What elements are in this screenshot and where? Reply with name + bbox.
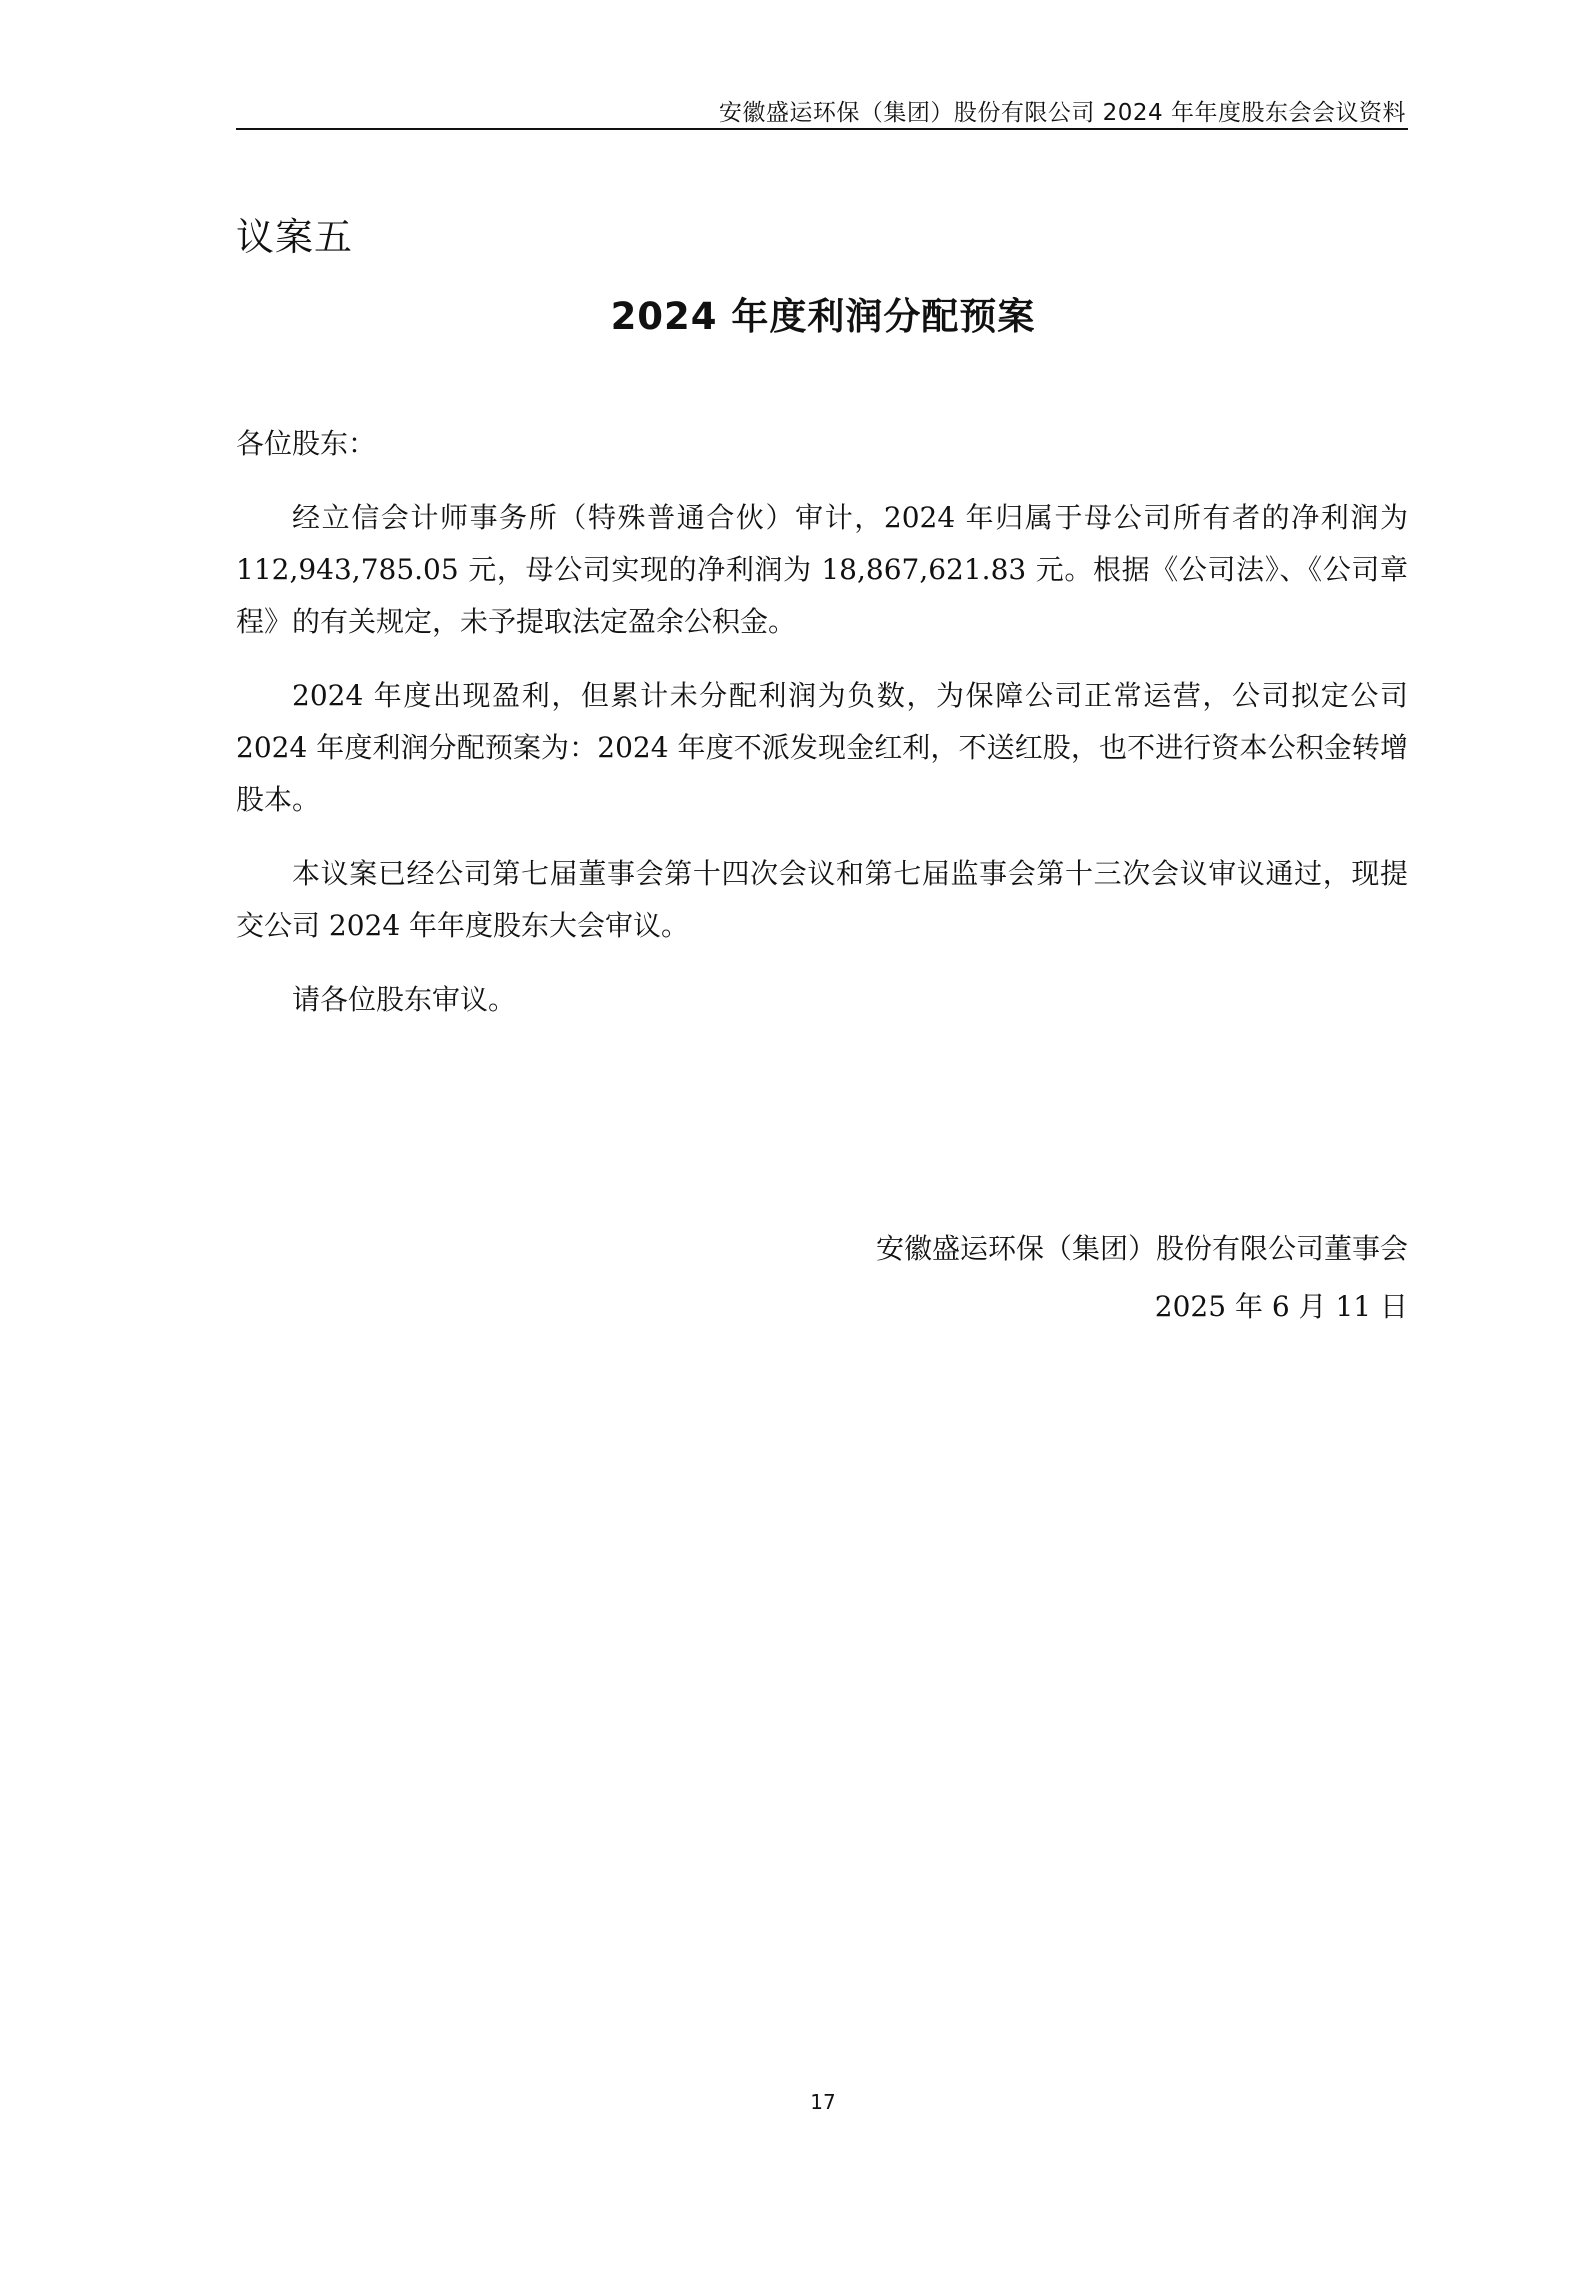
paragraph-request: 请各位股东审议。 (292, 983, 517, 1016)
document-body (236, 418, 1408, 1048)
paragraph-approval: 本议案已经公司第七届董事会第十四次会议和第七届监事会第十三次会议审议通过，现提交公司 2024 年年度股东大会审议。 (236, 857, 1408, 942)
signature-company: 安徽盛运环保（集团）股份有限公司董事会 (875, 1232, 1408, 1265)
running-header: 安徽盛运环保（集团）股份有限公司 2024 年年度股东会会议资料 (718, 100, 1406, 126)
signature-block (876, 1220, 1408, 1336)
document-title: 2024 年度利润分配预案 (610, 295, 1036, 338)
paragraph-distribution-plan: 2024 年度出现盈利，但累计未分配利润为负数，为保障公司正常运营，公司拟定公司 2024 年度利润分配预案为：2024 年度不派发现金红利，不送红股，也不进行资本公积金转增股本。 (236, 679, 1408, 816)
signature-date: 2025 年 6 月 11 日 (1154, 1290, 1408, 1323)
paragraph-audit: 经立信会计师事务所（特殊普通合伙）审计，2024 年归属于母公司所有者的净利润为 112,943,785.05 元，母公司实现的净利润为 18,867,621.83 元。根据《公司法》、《公司章程》的有关规定，未予提取法定盈余公积金。 (236, 501, 1408, 638)
header-divider (236, 128, 1408, 130)
greeting: 各位股东： (236, 427, 377, 460)
motion-label: 议案五 (236, 215, 354, 259)
page-number: 17 (810, 2090, 836, 2114)
